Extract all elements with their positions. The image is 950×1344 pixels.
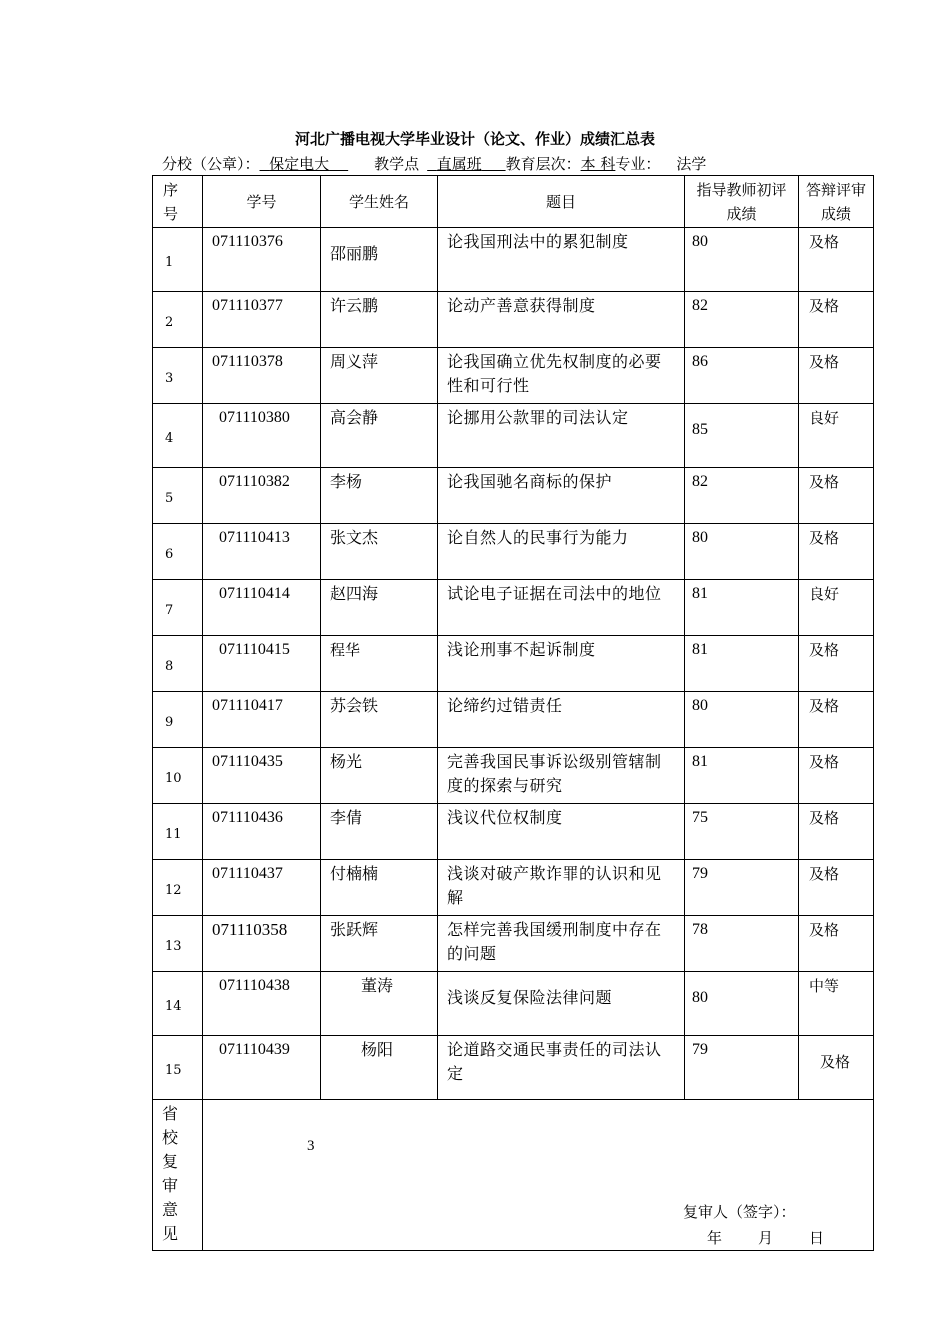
row-student-id: 071110417	[203, 692, 321, 748]
row-student-name: 张跃辉	[321, 916, 438, 972]
row-topic: 浅议代位权制度	[438, 804, 685, 860]
row-student-id: 071110378	[203, 348, 321, 404]
row-defense-score: 及格	[799, 292, 874, 348]
row-seq: 15	[153, 1036, 203, 1100]
table-row	[153, 468, 874, 524]
row-topic: 论我国刑法中的累犯制度	[438, 228, 685, 292]
date-month: 月	[758, 1229, 774, 1247]
reviewer-signature-label: 复审人（签字）：	[683, 1203, 796, 1221]
row-student-name: 李倩	[321, 804, 438, 860]
row-seq: 6	[153, 524, 203, 580]
row-defense-score: 及格	[799, 348, 874, 404]
row-topic: 论缔约过错责任	[438, 692, 685, 748]
row-advisor-score: 80	[685, 228, 799, 292]
row-seq: 10	[153, 748, 203, 804]
row-student-id: 071110414	[203, 580, 321, 636]
row-advisor-score: 86	[685, 348, 799, 404]
row-defense-score: 良好	[799, 580, 874, 636]
major-label: 专业：	[615, 155, 661, 173]
row-defense-score: 及格	[799, 228, 874, 292]
row-advisor-score: 81	[685, 636, 799, 692]
row-student-id: 071110438	[203, 972, 321, 1036]
row-topic: 浅谈反复保险法律问题	[438, 972, 685, 1036]
table-header-row	[153, 176, 874, 228]
row-student-name: 杨光	[321, 748, 438, 804]
row-advisor-score: 85	[685, 404, 799, 468]
row-seq: 12	[153, 860, 203, 916]
site-value: 直属班	[436, 155, 482, 173]
row-student-id: 071110358	[203, 916, 321, 972]
table-row	[153, 524, 874, 580]
row-advisor-score: 79	[685, 860, 799, 916]
row-topic: 浅谈对破产欺诈罪的认识和见解	[438, 860, 685, 916]
table-row	[153, 916, 874, 972]
site-label: 教学点	[374, 155, 420, 173]
row-topic: 论我国确立优先权制度的必要性和可行性	[438, 348, 685, 404]
row-student-id: 071110382	[203, 468, 321, 524]
row-seq: 13	[153, 916, 203, 972]
table-row	[153, 404, 874, 468]
row-student-id: 071110377	[203, 292, 321, 348]
row-advisor-score: 75	[685, 804, 799, 860]
row-student-id: 071110437	[203, 860, 321, 916]
row-student-name: 周义萍	[321, 348, 438, 404]
row-defense-score: 及格	[799, 1036, 874, 1100]
row-student-id: 071110439	[203, 1036, 321, 1100]
row-defense-score: 及格	[799, 916, 874, 972]
row-defense-score: 及格	[799, 468, 874, 524]
major-value: 法学	[676, 155, 707, 173]
school-label: 分校（公章）：	[162, 155, 260, 173]
table-row	[153, 692, 874, 748]
row-student-id: 071110380	[203, 404, 321, 468]
row-student-id: 071110436	[203, 804, 321, 860]
row-seq: 4	[153, 404, 203, 468]
review-area	[203, 1100, 874, 1251]
row-topic: 论动产善意获得制度	[438, 292, 685, 348]
row-defense-score: 及格	[799, 692, 874, 748]
header-defense-score: 答辩评审成绩	[799, 176, 874, 228]
review-row	[153, 1100, 874, 1251]
row-student-id: 071110435	[203, 748, 321, 804]
review-date	[707, 1226, 824, 1250]
document-title: 河北广播电视大学毕业设计（论文、作业）成绩汇总表	[294, 130, 655, 148]
table-row	[153, 804, 874, 860]
header-student-id: 学号	[203, 176, 321, 228]
row-topic: 论自然人的民事行为能力	[438, 524, 685, 580]
row-defense-score: 中等	[799, 972, 874, 1036]
row-advisor-score: 78	[685, 916, 799, 972]
row-student-id: 071110415	[203, 636, 321, 692]
row-seq: 1	[153, 228, 203, 292]
row-seq: 14	[153, 972, 203, 1036]
row-defense-score: 及格	[799, 636, 874, 692]
school-value: 保定电大	[269, 155, 330, 173]
row-defense-score: 及格	[799, 860, 874, 916]
row-topic: 论挪用公款罪的司法认定	[438, 404, 685, 468]
row-seq: 11	[153, 804, 203, 860]
header-name: 学生姓名	[321, 176, 438, 228]
row-topic: 试论电子证据在司法中的地位	[438, 580, 685, 636]
row-topic: 浅论刑事不起诉制度	[438, 636, 685, 692]
row-student-name: 董涛	[321, 972, 438, 1036]
row-student-name: 张文杰	[321, 524, 438, 580]
page-number: 3	[307, 1138, 315, 1154]
header-advisor-score: 指导教师初评成绩	[685, 176, 799, 228]
row-topic: 完善我国民事诉讼级别管辖制度的探索与研究	[438, 748, 685, 804]
table-row	[153, 636, 874, 692]
date-year: 年	[707, 1229, 723, 1247]
table-row	[153, 228, 874, 292]
row-seq: 3	[153, 348, 203, 404]
row-advisor-score: 81	[685, 580, 799, 636]
row-student-id: 071110413	[203, 524, 321, 580]
row-student-name: 李杨	[321, 468, 438, 524]
row-advisor-score: 79	[685, 1036, 799, 1100]
table-row	[153, 972, 874, 1036]
header-seq: 序号	[153, 176, 203, 228]
table-row	[153, 348, 874, 404]
row-student-name: 赵四海	[321, 580, 438, 636]
row-advisor-score: 82	[685, 468, 799, 524]
row-seq: 7	[153, 580, 203, 636]
row-topic: 论我国驰名商标的保护	[438, 468, 685, 524]
row-topic: 怎样完善我国缓刑制度中存在的问题	[438, 916, 685, 972]
row-student-name: 付楠楠	[321, 860, 438, 916]
row-seq: 8	[153, 636, 203, 692]
row-defense-score: 及格	[799, 748, 874, 804]
date-day: 日	[809, 1229, 825, 1247]
row-advisor-score: 80	[685, 692, 799, 748]
row-defense-score: 及格	[799, 804, 874, 860]
row-student-name: 程华	[321, 636, 438, 692]
row-topic: 论道路交通民事责任的司法认定	[438, 1036, 685, 1100]
table-row	[153, 748, 874, 804]
row-student-id: 071110376	[203, 228, 321, 292]
header-info	[162, 153, 706, 174]
review-label: 省校复审意见	[153, 1100, 203, 1251]
row-defense-score: 良好	[799, 404, 874, 468]
row-seq: 2	[153, 292, 203, 348]
table-row	[153, 1036, 874, 1100]
header-topic: 题目	[438, 176, 685, 228]
grades-table	[152, 175, 874, 1251]
row-seq: 9	[153, 692, 203, 748]
table-row	[153, 292, 874, 348]
row-advisor-score: 81	[685, 748, 799, 804]
table-row	[153, 860, 874, 916]
row-student-name: 杨阳	[321, 1036, 438, 1100]
row-student-name: 苏会铁	[321, 692, 438, 748]
row-student-name: 邵丽鹏	[321, 228, 438, 292]
row-advisor-score: 82	[685, 292, 799, 348]
row-advisor-score: 80	[685, 524, 799, 580]
level-value: 本 科	[580, 155, 616, 173]
row-student-name: 许云鹏	[321, 292, 438, 348]
table-row	[153, 580, 874, 636]
row-student-name: 高会静	[321, 404, 438, 468]
row-defense-score: 及格	[799, 524, 874, 580]
level-label: 教育层次：	[505, 155, 581, 173]
row-seq: 5	[153, 468, 203, 524]
row-advisor-score: 80	[685, 972, 799, 1036]
